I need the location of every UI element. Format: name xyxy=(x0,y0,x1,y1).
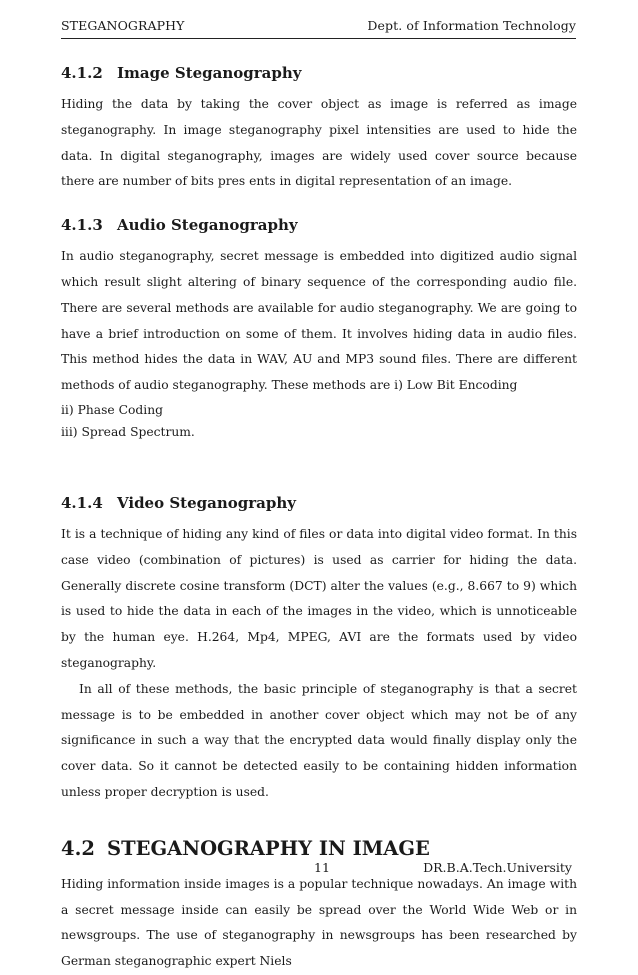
heading-image-steganography xyxy=(61,60,577,86)
section-number: 4.1.3 xyxy=(61,216,103,235)
footer-university: DR.B.A.Tech.University xyxy=(423,860,572,875)
section-title: Image Steganography xyxy=(117,64,302,82)
page-number: 11 xyxy=(314,860,330,875)
section-title: Audio Steganography xyxy=(117,216,298,235)
paragraph-video-steganography: It is a technique of hiding any kind of files or data into digital video format. In this case video (combination of pictures) is used as carrier for hiding the data. Generally discrete cosine transform (DCT) alter the values (e.g., 8.667 to 9) which is used to hide the data in each of the images in the video, which is unnoticeable by the human eye. H.264, Mp4, MPEG, AVI are the formats used by video steganography. xyxy=(61,526,577,670)
paragraph-audio-steganography: In audio steganography, secret message is embedded into digitized audio signal which result slight altering of binary sequence of the corresponding audio file. There are several methods are available for audio steganography. We are going to have a brief introduction on some of them. It involves hiding data in audio files. This method hides the data in WAV, AU and MP3 sound files. There are different methods of audio steganography. These methods are i) Low Bit Encoding xyxy=(61,249,577,393)
section-number: 4.1.2 xyxy=(61,64,103,82)
heading-audio-steganography xyxy=(61,212,577,238)
section-number: 4.1.4 xyxy=(61,493,103,512)
section-number: 4.2 xyxy=(61,836,95,860)
paragraph-basic-principle: In all of these methods, the basic principle of steganography is that a secret message is to be embedded in another cover object which may not be of any significance in such a way that the encrypted data would finally display only the cover data. So it cannot be detected easily to be containing hidden information unless proper decryption is used. xyxy=(61,681,577,799)
page-content xyxy=(61,60,577,975)
section-title: STEGANOGRAPHY IN IMAGE xyxy=(107,836,430,860)
section-title: Video Steganography xyxy=(117,493,296,512)
running-header xyxy=(61,16,576,39)
paragraph-steganography-in-image: Hiding information inside images is a popular technique nowadays. An image with a secret message inside can easily be spread over the World Wide Web or in newsgroups. The use of steganography in newsgroups has been researched by German steganographic expert Niels xyxy=(61,876,577,969)
paragraph-image-steganography: Hiding the data by taking the cover object as image is referred as image steganography. In image steganography pixel intensities are used to hide the data. In digital steganography, images are widely used cover source because there are number of bits pres ents in digital representation of an image. xyxy=(61,97,577,189)
header-department: Dept. of Information Technology xyxy=(367,18,576,33)
header-chapter-title: STEGANOGRAPHY xyxy=(61,18,185,33)
list-item-phase-coding: ii) Phase Coding xyxy=(61,402,164,417)
list-item-spread-spectrum: iii) Spread Spectrum. xyxy=(61,424,195,439)
heading-video-steganography xyxy=(61,490,577,516)
